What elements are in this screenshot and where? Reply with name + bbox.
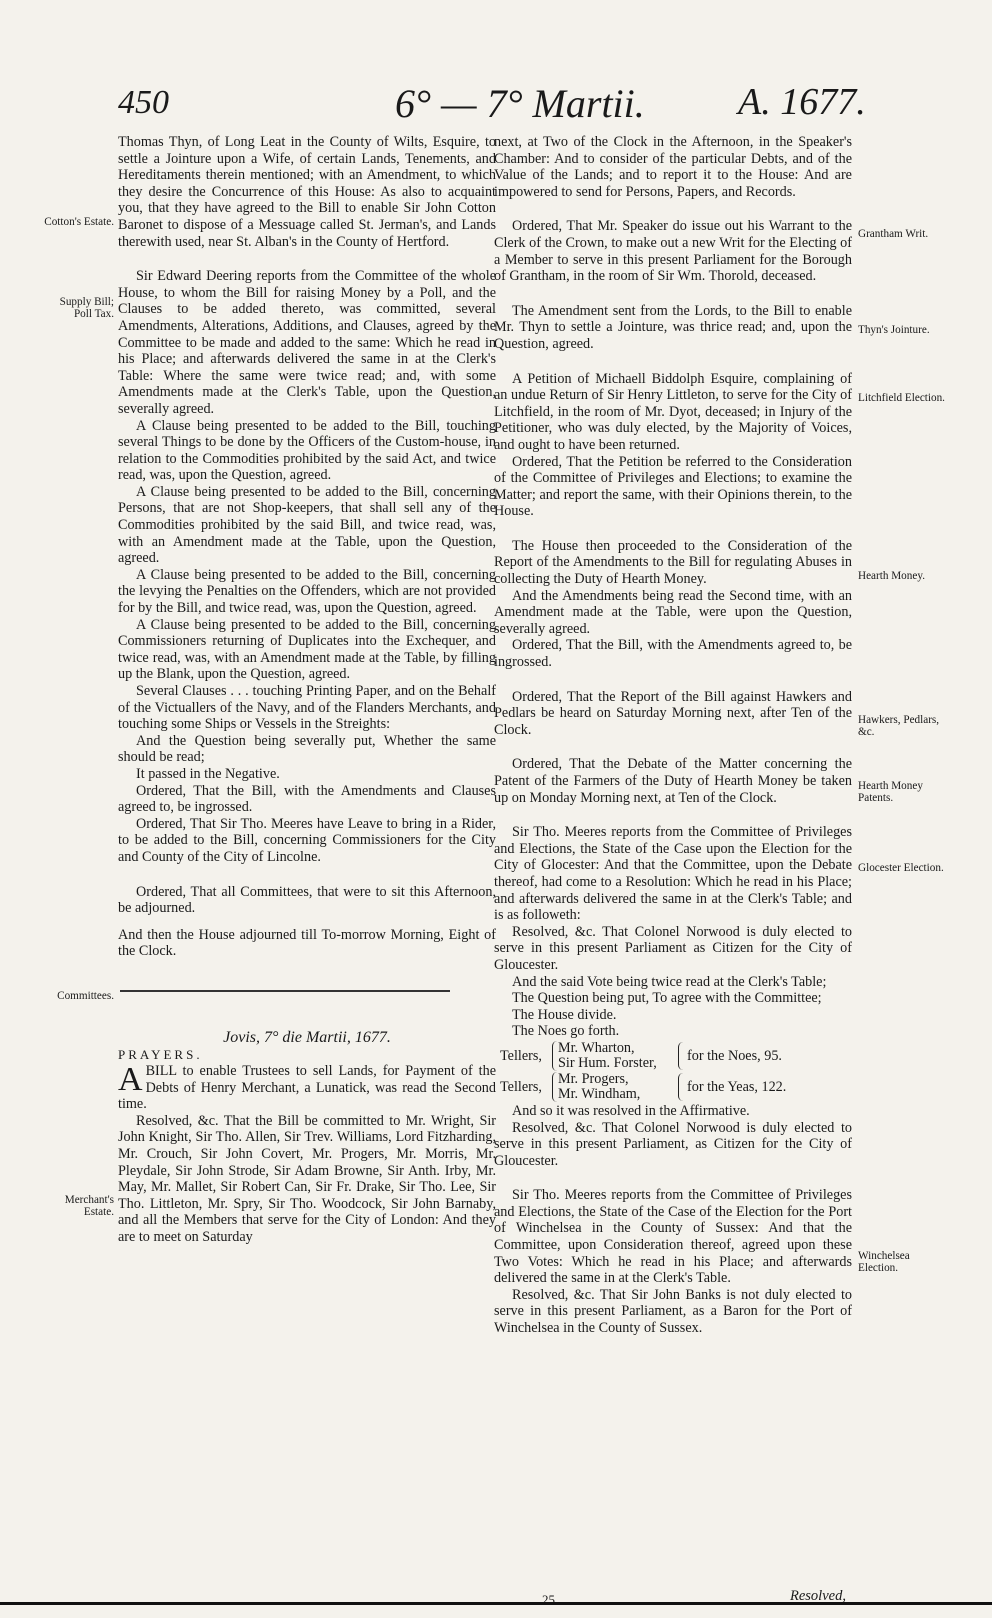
margin-note: Cotton's Estate. bbox=[44, 216, 114, 228]
teller-name: Mr. Windham, bbox=[558, 1085, 641, 1102]
paragraph: A Clause being presented to be added to the Bill, concerning Commissioners returning of Duplicates into the Exchequer, and twice read, was, with an Amendment made at the Table, by filling up the Blank, upon the Question, agreed. bbox=[118, 616, 496, 683]
paragraph: The Amendment sent from the Lords, to the Bill to enable Mr. Thyn to settle a Jointure, was thrice read; and, upon the Question, agreed. bbox=[494, 302, 852, 352]
margin-note: Hearth Money. bbox=[858, 570, 925, 582]
left-column bbox=[118, 134, 496, 1246]
paragraph: And the said Vote being twice read at the Clerk's Table; bbox=[512, 973, 827, 990]
tellers-label: Tellers, bbox=[500, 1047, 542, 1064]
catchword: Resolved, bbox=[790, 1588, 846, 1604]
paragraph: A Petition of Michaell Biddolph Esquire, complaining of an undue Return of Sir Henry Littleton, to serve for the City of Litchfield, in the room of Mr. Dyot, deceased; in Injury of the Petitioner, who was duly elected, by the Majority of Voices, and ought to have been returned. bbox=[494, 370, 852, 453]
paragraph: Ordered, That the Bill, with the Amendments agreed to, be ingrossed. bbox=[494, 637, 852, 671]
paragraph: The Noes go forth. bbox=[512, 1023, 620, 1040]
paragraph: The Question being put, To agree with the Committee; bbox=[512, 990, 822, 1007]
paragraph: The House divide. bbox=[512, 1006, 617, 1023]
teller-name: Sir Hum. Forster, bbox=[558, 1054, 657, 1071]
paragraph: ABILL to enable Trustees to sell Lands, for Payment of the Debts of Henry Merchant, a Lunatick, was read the Second time. bbox=[118, 1061, 496, 1113]
paragraph: Ordered, That the Debate of the Matter concerning the Patent of the Farmers of the Duty of Hearth Money be taken up on Monday Morning next, at Ten of the Clock. bbox=[494, 756, 852, 806]
paragraph: And so it was resolved in the Affirmative. bbox=[512, 1102, 750, 1119]
adjournment: And then the House adjourned till To-morrow Morning, Eight of the Clock. bbox=[118, 926, 496, 960]
paragraph: Ordered, That the Petition be referred to the Consideration of the Committee of Privileges and Elections; to examine the Matter; and report the same, with their Opinions therein, to the House. bbox=[494, 453, 852, 520]
paragraph: Resolved, &c. That Colonel Norwood is duly elected to serve in this present Parliament as Citizen for the City of Gloucester. bbox=[494, 923, 852, 973]
signature-mark: 25 bbox=[542, 1592, 555, 1607]
page-year: A. 1677. bbox=[738, 81, 866, 123]
margin-note: Grantham Writ. bbox=[858, 228, 929, 240]
paragraph: Resolved, &c. That the Bill be committed to Mr. Wright, Sir John Knight, Sir Tho. Allen, Sir Trev. Williams, Lord Fitzharding, Mr. Crouch, Sir John Covert, Mr. Progers, Mr. Morris, Mr. Pleydale, Sir John Strode, Sir Adam Browne, Sir Anth. Irby, Mr. May, Mr. Mallet, Sir Robert Can, Sir Fr. Drake, Sir Tho. Lee, Sir Tho. Littleton, Mr. Spry, Sir Tho. Woodcock, Sir John Barnaby, and all the Members that serve for the City of London: And they are to meet on Saturday bbox=[118, 1112, 496, 1246]
vote-count: for the Noes, 95. bbox=[678, 1042, 782, 1070]
right-column bbox=[494, 134, 852, 1337]
margin-note: Glocester Election. bbox=[858, 862, 944, 874]
margin-note: Litchfield Election. bbox=[858, 392, 945, 404]
paragraph: A Clause being presented to be added to the Bill, touching several Things to be done by the Officers of the Custom-house, in relation to the Commodities prohibited by the said Act, and twice read, was, upon the Question, agreed. bbox=[118, 417, 496, 484]
paragraph: Ordered, That the Bill, with the Amendments and Clauses agreed to, be ingrossed. bbox=[118, 782, 496, 816]
paragraph: It passed in the Negative. bbox=[136, 765, 280, 782]
margin-note: Merchant's Estate. bbox=[64, 1194, 114, 1218]
paragraph: A Clause being presented to be added to the Bill, concerning the levying the Penalties on the Offenders, which are not provided for by the Bill, and twice read, was, upon the Question, agreed. bbox=[118, 566, 496, 617]
margin-note: Hawkers, Pedlars, &c. bbox=[858, 714, 940, 738]
date-heading: Jovis, 7° die Martii, 1677. bbox=[223, 1028, 391, 1046]
margin-note: Winchelsea Election. bbox=[858, 1250, 910, 1274]
prayers-heading: PRAYERS. bbox=[118, 1046, 203, 1062]
paragraph: Sir Tho. Meeres reports from the Committee of Privileges and Elections, the State of the Case of the Election for the Port of Winchelsea in the County of Sussex: And that the Committee, upon Consideration thereof, agreed upon these Two Votes: Which he read in his Place; and afterwards delivered the same in at the Clerk's Table. bbox=[494, 1187, 852, 1287]
section-divider bbox=[120, 990, 450, 992]
paragraph: Ordered, That Mr. Speaker do issue out his Warrant to the Clerk of the Crown, to make out a new Writ for the Electing of a Member to serve in this present Parliament for the Borough of Grantham, in the room of Sir Wm. Thorold, deceased. bbox=[494, 218, 852, 285]
paragraph: Ordered, That all Committees, that were to sit this Afternoon, be adjourned. bbox=[118, 883, 496, 917]
page-number: 450 bbox=[118, 84, 169, 121]
page-border bbox=[0, 1602, 992, 1605]
paragraph: A Clause being presented to be added to the Bill, concerning Persons, that are not Shop-keepers, that shall sell any of the Commodities prohibited by the said Bill, and twice read, was, with an Amendment made at the Table, upon the Question, agreed. bbox=[118, 483, 496, 567]
tellers-noes bbox=[500, 1041, 852, 1071]
paragraph: And the Amendments being read the Second time, with an Amendment made at the Table, were upon the Question, severally agreed. bbox=[494, 587, 852, 637]
margin-note: Committees. bbox=[57, 990, 114, 1002]
page-header bbox=[0, 81, 992, 134]
paragraph: Sir Edward Deering reports from the Committee of the whole House, to whom the Bill for raising Money by a Poll, and the Clauses to be added thereto, was committed, several Amendments, Alterations, Additions, and Clauses, agreed by the Committee to be made and added to the same: Which he read in his Place; and afterwards delivered the same in at the Clerk's Table: Where the same were twice read; and, with some Amendments made at the Clerk's Table, upon the Question, severally agreed. bbox=[118, 268, 496, 417]
paragraph: Resolved, &c. That Sir John Banks is not duly elected to serve in this present Parliament, as a Baron for the Port of Winchelsea in the County of Sussex. bbox=[494, 1286, 852, 1337]
paragraph: Several Clauses . . . touching Printing Paper, and on the Behalf of the Victuallers of the Navy, and of the Flanders Merchants, and touching some Ships or Vessels in the Streights: bbox=[118, 683, 496, 733]
teller-name: Mr. Progers, bbox=[558, 1070, 629, 1087]
paragraph: Resolved, &c. That Colonel Norwood is duly elected to serve in this present Parliament, as Citizen for the City of Gloucester. bbox=[494, 1119, 852, 1169]
tellers-yeas bbox=[500, 1072, 852, 1102]
tellers-label: Tellers, bbox=[500, 1078, 542, 1095]
vote-count: for the Yeas, 122. bbox=[678, 1073, 786, 1101]
margin-note: Thyn's Jointure. bbox=[858, 324, 930, 336]
paragraph: The House then proceeded to the Consideration of the Report of the Amendments to the Bill for regulating Abuses in collecting the Duty of Hearth Money. bbox=[494, 537, 852, 588]
paragraph: next, at Two of the Clock in the Afternoon, in the Speaker's Chamber: And to consider of the particular Debts, and of the Value of the Lands; and to report it to the House: And are impowered to send for Persons, Papers, and Records. bbox=[494, 134, 852, 200]
margin-note: Hearth Money Patents. bbox=[858, 780, 923, 804]
paragraph: Ordered, That the Report of the Bill against Hawkers and Pedlars be heard on Saturday Morning next, after Ten of the Clock. bbox=[494, 688, 852, 738]
paragraph: Thomas Thyn, of Long Leat in the County of Wilts, Esquire, to settle a Jointure upon a Wife, of certain Lands, Tenements, and Hereditaments therein mentioned; with an Amendment, to which they desire the Concurrence of this House: As also to acquaint you, that they have agreed to the Bill to enable Sir John Cotton Baronet to dispose of a Messuage called St. Jerman's, and Lands therewith used, near St. Alban's in the County of Hertford. bbox=[118, 134, 496, 250]
paragraph: And the Question being severally put, Whether the same should be read; bbox=[118, 732, 496, 766]
paragraph: Sir Tho. Meeres reports from the Committee of Privileges and Elections, the State of the Case upon the Election for the City of Glocester: And that the Committee, upon the Debate thereof, had come to a Resolution: Which he read in his Place; and afterwards delivered the same in at the Clerk's Table; and is as followeth: bbox=[494, 824, 852, 924]
teller-name: Mr. Wharton, bbox=[558, 1039, 635, 1056]
paragraph: Ordered, That Sir Tho. Meeres have Leave to bring in a Rider, to be added to the Bill, concerning Commissioners for the City and County of the City of Lincolne. bbox=[118, 815, 496, 865]
drop-cap: A bbox=[118, 1061, 143, 1099]
page-title: 6° — 7° Martii. bbox=[395, 81, 645, 126]
margin-note: Supply Bill; Poll Tax. bbox=[59, 296, 114, 320]
